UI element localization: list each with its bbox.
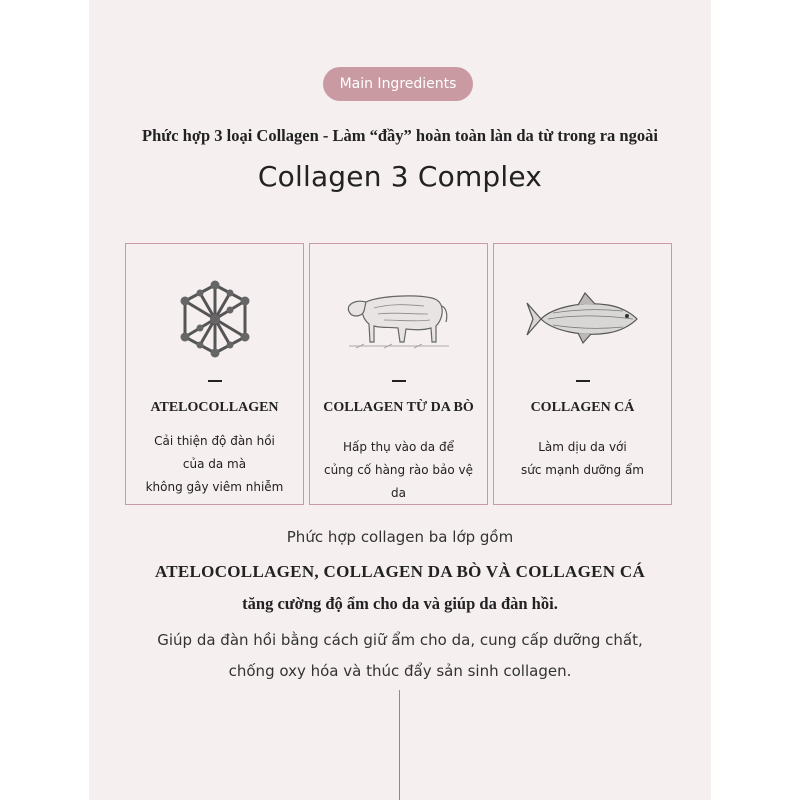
card-title: COLLAGEN TỪ DA BÒ [323, 400, 474, 415]
description-details: Giúp da đàn hồi bằng cách giữ ẩm cho da, cung cấp dưỡng chất, chống oxy hóa và thúc đẩy sản sinh collagen. [157, 631, 643, 680]
description-intro: Phức hợp collagen ba lớp gồm [286, 528, 514, 546]
card-description: Làm dịu da với sức mạnh dưỡng ẩm [521, 440, 644, 477]
decorative-line [399, 690, 400, 800]
description-ingredients: ATELOCOLLAGEN, COLLAGEN DA BÒ VÀ COLLAGEN CÁ [154, 562, 646, 581]
description-benefit: tăng cường độ ẩm cho da và giúp da đàn hồi. [242, 594, 558, 613]
card-divider [576, 380, 590, 382]
ingredient-card-cow-collagen [309, 243, 488, 505]
ingredient-card-fish-collagen [493, 243, 672, 505]
molecule-icon [126, 274, 303, 364]
card-title: ATELOCOLLAGEN [150, 400, 279, 415]
card-divider [392, 380, 406, 382]
ingredient-card-atelocollagen [125, 243, 304, 505]
page-subtitle: Phức hợp 3 loại Collagen - Làm “đầy” hoàn toàn làn da từ trong ra ngoài [142, 126, 658, 145]
fish-icon [494, 274, 671, 364]
card-description: Cải thiện độ đàn hồi của da mà không gây viêm nhiễm [145, 434, 284, 494]
card-description: Hấp thụ vào da để củng cố hàng rào bảo vệ da [323, 440, 474, 500]
card-title: COLLAGEN CÁ [530, 400, 635, 415]
main-ingredients-badge: Main Ingredients [323, 67, 473, 101]
card-divider [208, 380, 222, 382]
cow-icon [310, 274, 487, 364]
page-title: Collagen 3 Complex [257, 160, 543, 193]
